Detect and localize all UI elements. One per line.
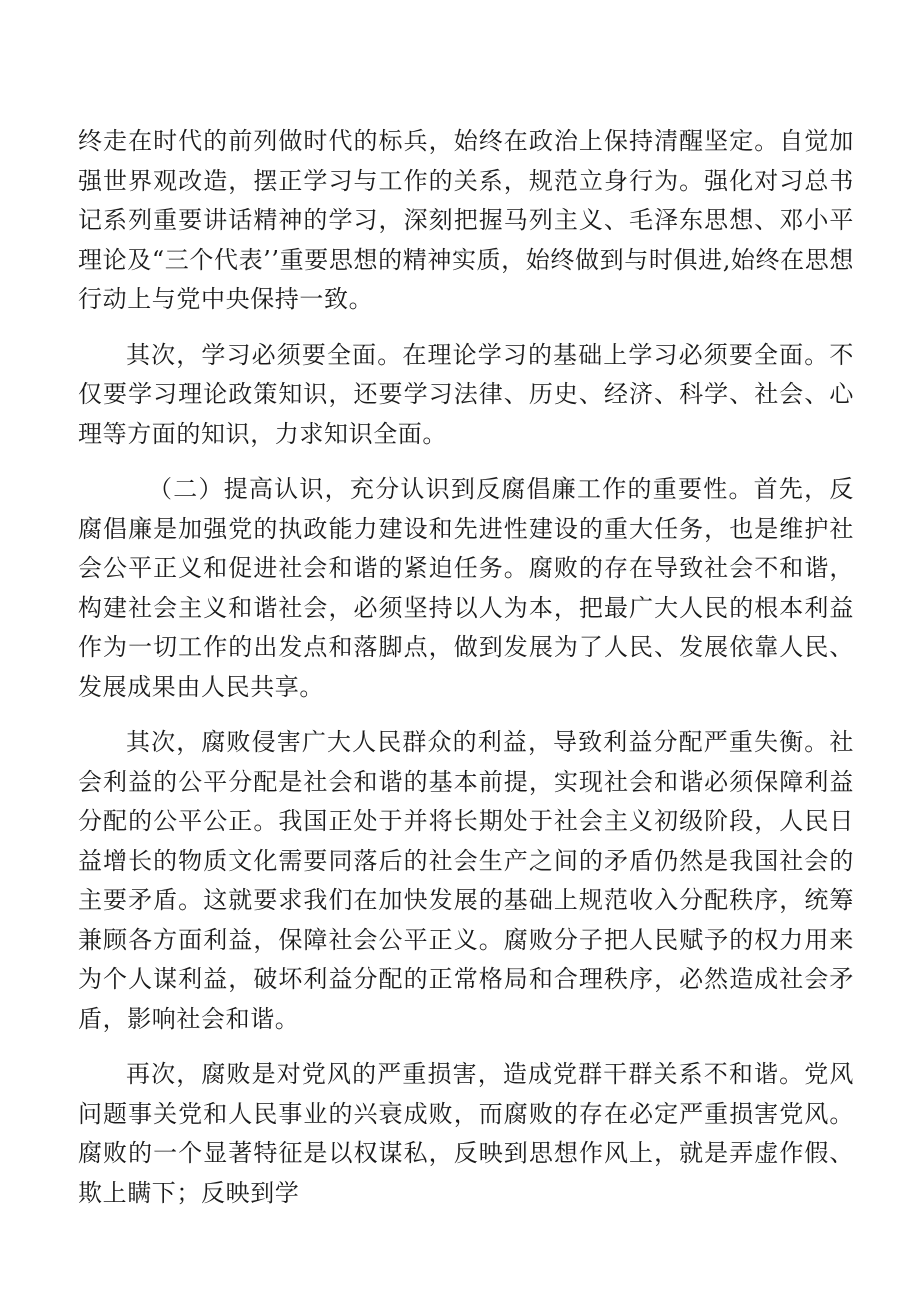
paragraph-party-style: 再次，腐败是对党风的严重损害，造成党群干群关系不和谐。党风问题事关党和人民事业的兴衰成败，而腐败的存在必定严重损害党风。腐败的一个显著特征是以权谋私，反映到思想作风上，就是弄虚作假、欺上瞒下；反映到学: [78, 1060, 854, 1207]
paragraph-continuation: 终走在时代的前列做时代的标兵，始终在政治上保持清醒坚定。自觉加强世界观改造，摆正学习与工作的关系，规范立身行为。强化对习总书记系列重要讲话精神的学习，深刻把握马列主义、毛泽东思想、邓小平理论及“三个代表’’重要思想的精神实质，始终做到与时俱进,始终在思想行动上与党中央保持一致。: [78, 127, 854, 313]
paragraph-learning-comprehensive: 其次，学习必须要全面。在理论学习的基础上学习必须要全面。不仅要学习理论政策知识，还要学习法律、历史、经济、科学、社会、心理等方面的知识，力求知识全面。: [78, 340, 854, 448]
paragraph-interests-distribution: 其次，腐败侵害广大人民群众的利益，导致利益分配严重失衡。社会利益的公平分配是社会和谐的基本前提，实现社会和谐必须保障利益分配的公平公正。我国正处于并将长期处于社会主义初级阶段，人民日益增长的物质文化需要同落后的社会生产之间的矛盾仍然是我国社会的主要矛盾。这就要求我们在加快发展的基础上规范收入分配秩序，统筹兼顾各方面利益，保障社会公平正义。腐败分子把人民赋予的权力用来为个人谋利益，破坏利益分配的正常格局和合理秩序，必然造成社会矛盾，影响社会和谐。: [78, 728, 854, 1033]
document-body: [78, 122, 854, 1229]
paragraph-section-two-heading: （二）提高认识，充分认识到反腐倡廉工作的重要性。首先，反腐倡廉是加强党的执政能力建设和先进性建设的重大任务，也是维护社会公平正义和促进社会和谐的紧迫任务。腐败的存在导致社会不和谐，构建社会主义和谐社会，必须坚持以人为本，把最广大人民的根本利益作为一切工作的出发点和落脚点，做到发展为了人民、发展依靠人民、发展成果由人民共享。: [78, 475, 854, 701]
